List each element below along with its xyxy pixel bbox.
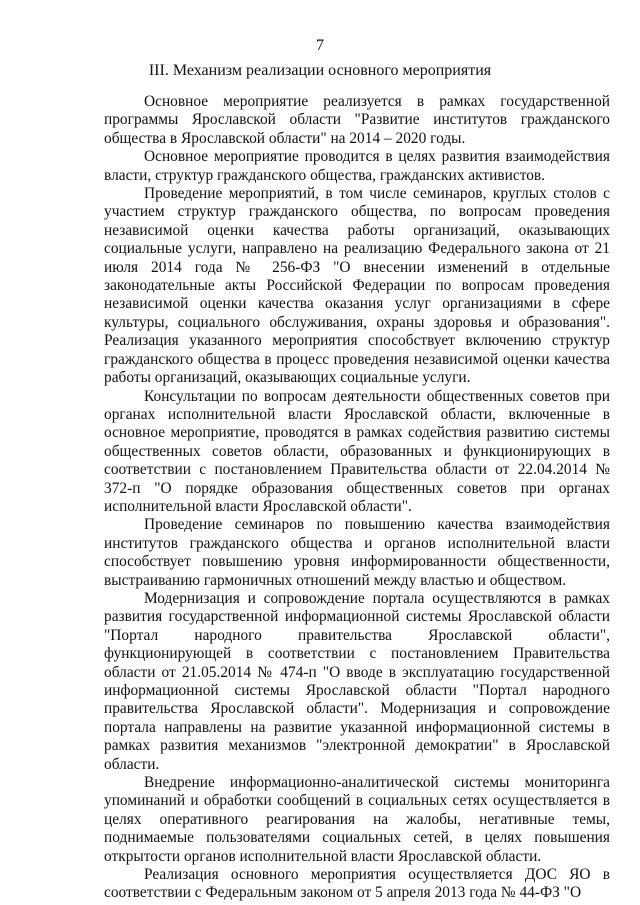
page-number: 7 [316,37,324,54]
paragraph: Модернизация и сопровождение портала осуществляются в рамках развития государственной информационной системы Ярославской области "Портал народного правительства Ярославской области", функционирующей в соответствии с постановлением Правительства области от 21.05.2014 № 474-п "О вводе в эксплуатацию государственной информационной системы Ярославской области "Портал народного правительства Ярославской области". Модернизация и сопровождение портала направлены на развитие указанной информационной системы в рамках развития механизмов "электронной демократии" в Ярославской области. [104,589,610,773]
paragraph: Реализация основного мероприятия осуществляется ДОС ЯО в соответствии с Федеральным законом от 5 апреля 2013 года № 44-ФЗ "О [104,866,610,902]
paragraph: Консультации по вопросам деятельности общественных советов при органах исполнительной власти Ярославской области, включенные в основное мероприятие, проводятся в рамках содействия развитию системы общественных советов области, образованных и функционирующих в соответствии с постановлением Правительства области от 22.04.2014 № 372-п "О порядке образования общественных советов при органах исполнительной власти Ярославской области". [104,387,610,515]
paragraph: Внедрение информационно-аналитической системы мониторинга упоминаний и обработки сообщений в социальных сетях осуществляется в целях оперативного реагирования на жалобы, негативные темы, поднимаемые пользователями социальных сетей, в целях повышения открытости органов исполнительной власти Ярославской области. [104,774,610,865]
paragraph: Проведение мероприятий, в том числе семинаров, круглых столов с участием структур гражданского общества, по вопросам проведения независимой оценки качества работы организаций, оказывающих социальные услуги, направлено на реализацию Федерального закона от 21 июля 2014 года № 256-ФЗ "О внесении изменений в отдельные законодательные акты Российской Федерации по вопросам проведения независимой оценки качества оказания услуг организациями в сфере культуры, социального обслуживания, охраны здоровья и образования". Реализация указанного мероприятия способствует включению структур гражданского общества в процесс проведения независимой оценки качества работы организаций, оказывающих социальные услуги. [104,185,610,387]
paragraph: Основное мероприятие реализуется в рамках государственной программы Ярославской области "Развитие институтов гражданского общества в Ярославской области" на 2014 – 2020 годы. [104,93,610,147]
section-heading: III. Механизм реализации основного мероприятия [148,62,492,79]
body-text [104,93,610,903]
paragraph: Проведение семинаров по повышению качества взаимодействия институтов гражданского общества и органов исполнительной власти способствует повышению уровня информированности общественности, выстраиванию гармоничных отношений между властью и обществом. [104,516,610,589]
paragraph: Основное мероприятие проводится в целях развития взаимодействия власти, структур гражданского общества, гражданских активистов. [104,148,610,184]
